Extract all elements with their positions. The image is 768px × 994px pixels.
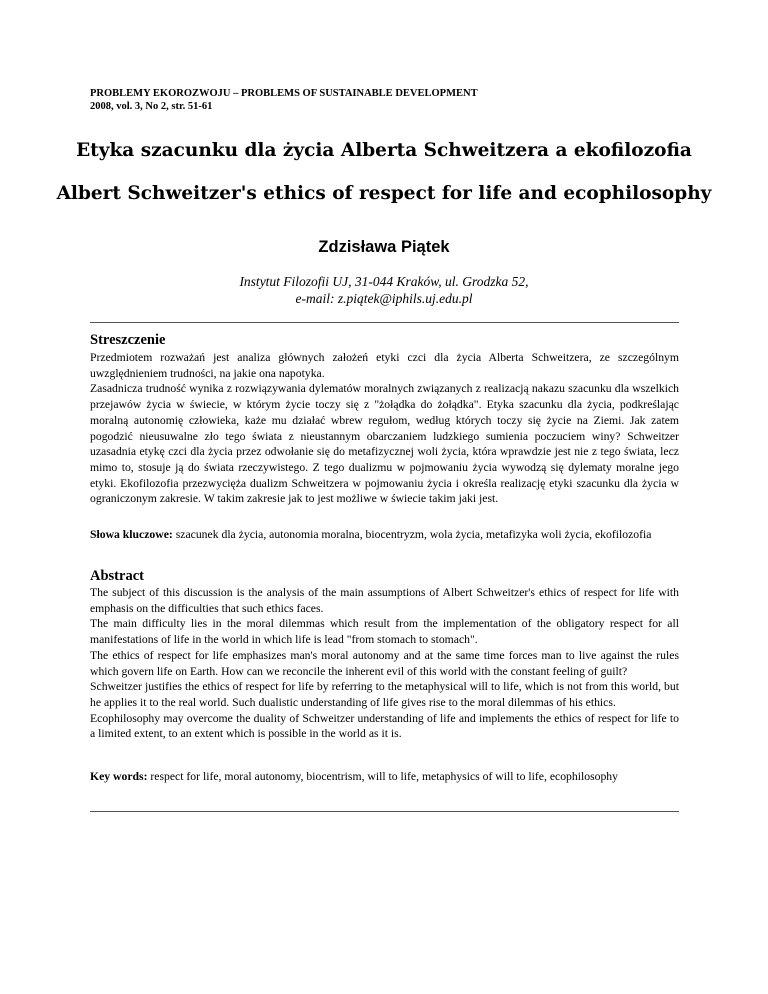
abstract-paragraph: Ecophilosophy may overcome the duality of Schweitzer understanding of life and implements the ethics of respect for life to a limited extent, to an extent which is possible in the world as it is.: [90, 711, 679, 741]
keywords-english-list: respect for life, moral autonomy, biocentrism, will to life, metaphysics of will to life, ecophilosophy: [147, 770, 618, 783]
streszczenie-paragraph: Zasadnicza trudność wynika z rozwiązywania dylematów moralnych związanych z realizacją nakazu szacunku dla wszelkich przejawów życia w świecie, w którym życie toczy się z "żołądka do żołądka". Etyka szacunku dla życia, podkreślając moralną autonomię człowieka, każe mu działać wbrew regułom, według których toczy się życie na Ziemi. Jak zatem pogodzić nieusuwalne zło tego świata z nieustannym obarczaniem ludzkiego sumienia poczuciem winy? Schweitzer uzasadnia etykę czci dla życia przez odwołanie się do metafizycznej woli życia, która wprawdzie jest nie z tego świata, lecz mimo to, stosuje ją do świata rzeczywistego. Z tego dualizmu w pojmowaniu życia wywodzą się dylematy moralne jego etyki. Ekofilozofia przezwycięża dualizm Schweitzera w pojmowaniu życia i określa realizację etyki szacunku dla życia w ograniczonym zakresie. W takim zakresie jak to jest możliwe w świecie takim jaki jest.: [90, 382, 679, 506]
streszczenie-paragraph: Przedmiotem rozważań jest analiza głównych założeń etyki czci dla życia Alberta Schweitzera, ze szczególnym uwzględnieniem trudności, na jakie ona napotyka.: [90, 351, 679, 380]
divider-bottom: [90, 811, 679, 812]
abstract-paragraph: The main difficulty lies in the moral dilemmas which result from the implementation of the obligatory respect for all manifestations of life in the world in which life is lead "from stomach to stomach".: [90, 617, 679, 647]
abstract-paragraph: The subject of this discussion is the analysis of the main assumptions of Albert Schweitzer's ethics of respect for life with emphasis on the difficulties that such ethics faces.: [90, 586, 679, 615]
streszczenie-body: [90, 350, 679, 507]
journal-name: PROBLEMY EKOROZWOJU – PROBLEMS OF SUSTAINABLE DEVELOPMENT: [90, 88, 478, 99]
keywords-polish: [90, 527, 679, 543]
abstract-body: [90, 585, 679, 742]
keywords-english-label: Key words:: [90, 770, 148, 783]
abstract-paragraph: The ethics of respect for life emphasizes man's moral autonomy and at the same time forces man to live against the rules which govern life on Earth. How can we reconcile the inherent evil of this world with the constant feeling of guilt?: [90, 648, 679, 678]
journal-volume: 2008, vol. 3, No 2, str. 51-61: [90, 101, 213, 112]
affiliation-address: Instytut Filozofii UJ, 31-044 Kraków, ul. Grodzka 52,: [239, 274, 529, 289]
author-name: Zdzisława Piątek: [318, 238, 450, 256]
keywords-polish-label: Słowa kluczowe:: [90, 528, 173, 541]
keywords-english: [90, 769, 679, 785]
title-english: Albert Schweitzer's ethics of respect for life and ecophilosophy: [56, 183, 712, 204]
divider-top: [90, 322, 679, 323]
abstract-paragraph: Schweitzer justifies the ethics of respect for life by referring to the metaphysical will to life, which is not from this world, but he applies it to the real world. Such dualistic understanding of life gives rise to the moral dilemmas of his ethics.: [90, 680, 679, 709]
keywords-polish-list: szacunek dla życia, autonomia moralna, biocentryzm, wola życia, metafizyka woli życia, ekofilozofia: [172, 528, 652, 541]
abstract-heading: Abstract: [90, 568, 144, 584]
affiliation: [0, 273, 768, 307]
affiliation-email: e-mail: z.piątek@iphils.uj.edu.pl: [295, 291, 473, 306]
title-polish: Etyka szacunku dla życia Alberta Schweitzera a ekofilozofia: [76, 140, 692, 161]
journal-header: [90, 87, 478, 113]
streszczenie-heading: Streszczenie: [90, 332, 166, 348]
